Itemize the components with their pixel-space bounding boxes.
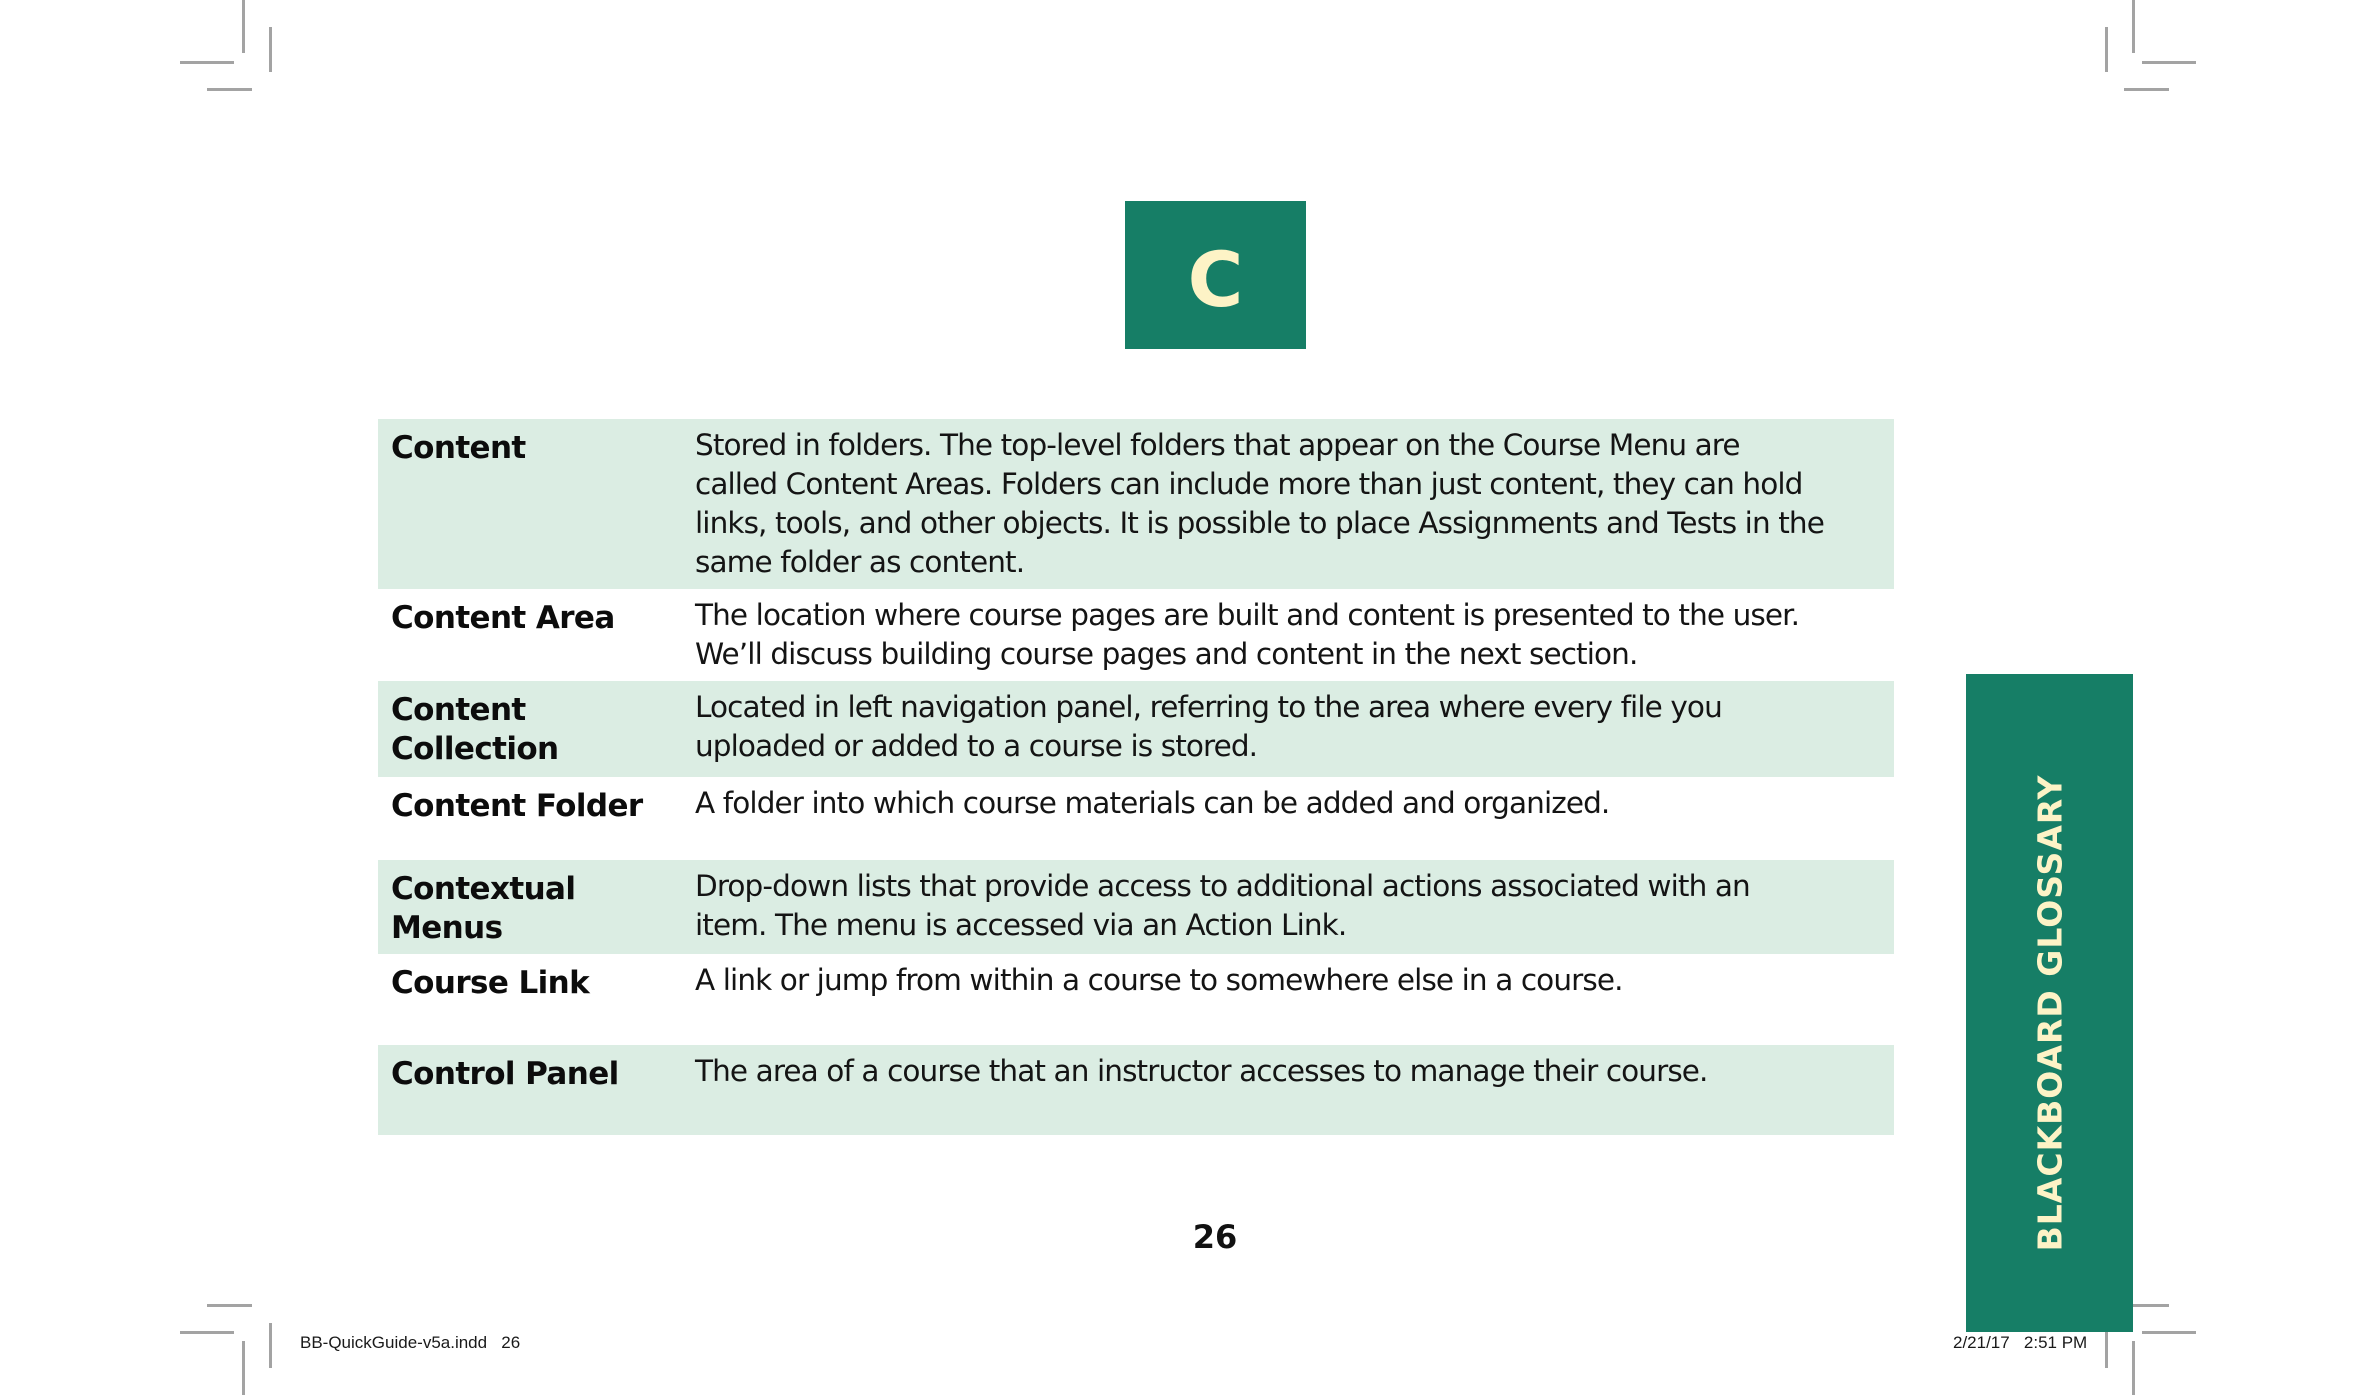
definition-line: links, tools, and other objects. It is possible to place Assignments and Tests in the: [695, 506, 1824, 540]
side-tab: [1966, 674, 2133, 1332]
glossary-definition: [695, 961, 1888, 1000]
glossary-definition: [695, 596, 1888, 674]
term-text: Content Folder: [391, 788, 643, 824]
crop-mark: [2132, 1341, 2135, 1395]
glossary-row: [378, 589, 1894, 681]
glossary-row: [378, 419, 1894, 589]
definition-line: item. The menu is accessed via an Action Link.: [695, 908, 1347, 942]
glossary-term: [391, 691, 681, 769]
glossary-term: [391, 599, 681, 638]
crop-mark: [180, 61, 234, 64]
crop-mark: [2105, 27, 2108, 72]
definition-line: called Content Areas. Folders can include more than just content, they can hold: [695, 467, 1803, 501]
crop-mark: [2142, 1331, 2196, 1334]
crop-mark: [2132, 0, 2135, 53]
glossary-row: [378, 860, 1894, 954]
glossary-term: [391, 787, 681, 826]
slug-filename: BB-QuickGuide-v5a.indd 26: [300, 1333, 521, 1352]
definition-line: Stored in folders. The top-level folders that appear on the Course Menu are: [695, 428, 1740, 462]
section-letter-box: [1125, 201, 1306, 349]
definition-line: We’ll discuss building course pages and content in the next section.: [695, 637, 1638, 671]
section-letter: C: [1187, 235, 1244, 324]
glossary-row: [378, 777, 1894, 860]
glossary-row: [378, 954, 1894, 1045]
slug-timestamp: 2/21/17 2:51 PM: [1953, 1333, 2088, 1352]
definition-line: same folder as content.: [695, 545, 1025, 579]
definition-line: Drop-down lists that provide access to additional actions associated with an: [695, 869, 1750, 903]
term-text: Menus: [391, 910, 503, 946]
crop-mark: [269, 27, 272, 72]
side-tab-label: BLACKBOARD GLOSSARY: [2030, 774, 2069, 1252]
term-text: Course Link: [391, 965, 590, 1001]
term-text: Content: [391, 692, 526, 728]
definition-line: A folder into which course materials can be added and organized.: [695, 786, 1610, 820]
glossary-term: [391, 870, 681, 948]
term-text: Content Area: [391, 600, 615, 636]
crop-mark: [180, 1331, 234, 1334]
crop-mark: [269, 1323, 272, 1368]
crop-mark: [207, 1304, 252, 1307]
glossary-term: [391, 1055, 681, 1094]
glossary-table: [378, 419, 1894, 1135]
crop-mark: [242, 0, 245, 53]
crop-mark: [2142, 61, 2196, 64]
crop-mark: [2124, 88, 2169, 91]
crop-mark: [207, 88, 252, 91]
definition-line: The location where course pages are built and content is presented to the user.: [695, 598, 1800, 632]
glossary-definition: [695, 867, 1888, 945]
definition-line: The area of a course that an instructor accesses to manage their course.: [695, 1054, 1708, 1088]
definition-line: A link or jump from within a course to somewhere else in a course.: [695, 963, 1623, 997]
glossary-term: [391, 964, 681, 1003]
glossary-row: [378, 1045, 1894, 1135]
crop-mark: [242, 1341, 245, 1395]
glossary-definition: [695, 688, 1888, 766]
glossary-definition: [695, 1052, 1888, 1091]
page-number: 26: [1192, 1218, 1238, 1256]
definition-line: Located in left navigation panel, referring to the area where every file you: [695, 690, 1722, 724]
glossary-definition: [695, 426, 1888, 582]
definition-line: uploaded or added to a course is stored.: [695, 729, 1258, 763]
term-text: Control Panel: [391, 1056, 619, 1092]
glossary-term: [391, 429, 681, 468]
term-text: Content: [391, 430, 526, 466]
glossary-definition: [695, 784, 1888, 823]
glossary-row: [378, 681, 1894, 777]
term-text: Collection: [391, 731, 559, 767]
term-text: Contextual: [391, 871, 576, 907]
